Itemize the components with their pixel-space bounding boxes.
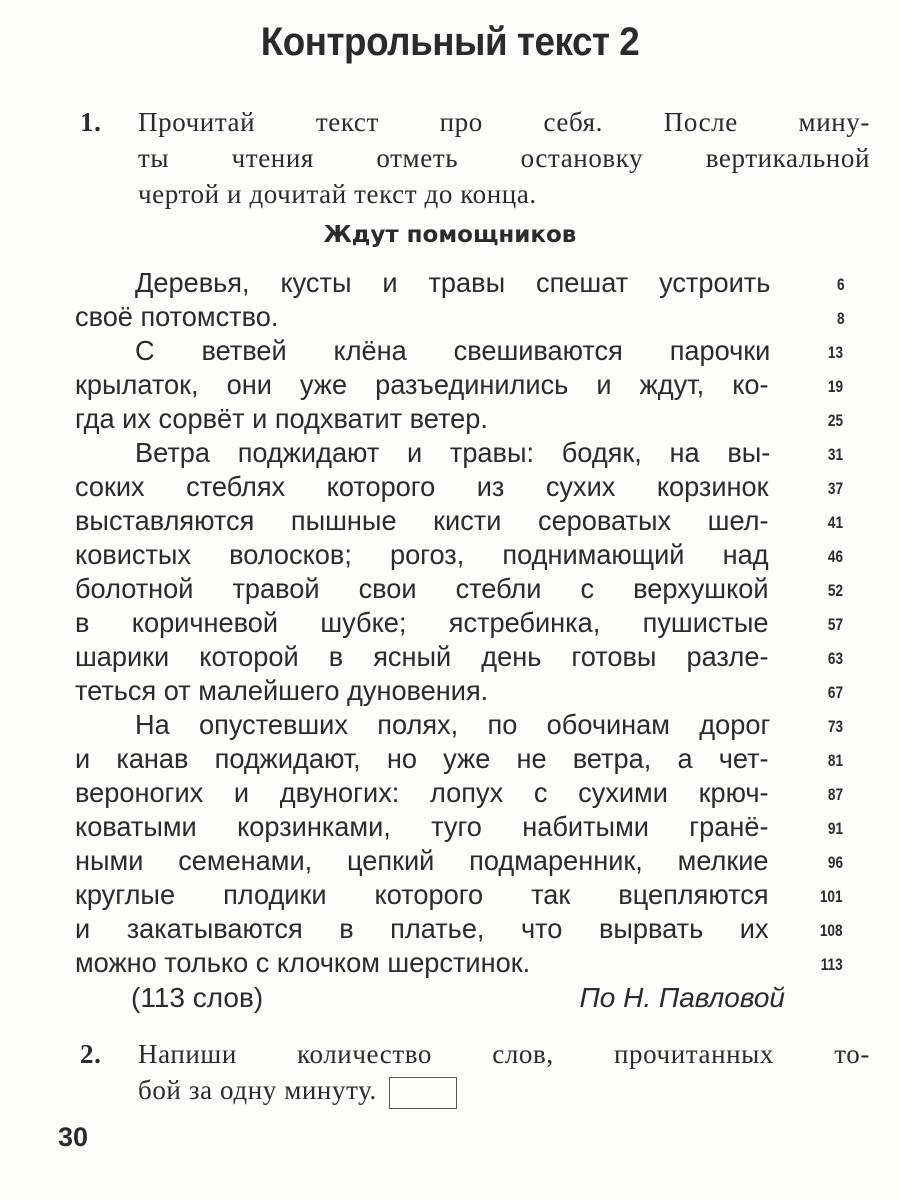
line-text: крылаток, они уже разъединились и ждут, ко-: [75, 369, 769, 400]
text-line: [75, 844, 855, 878]
line-text: в коричневой шубке; ястребинка, пушистые: [75, 607, 769, 638]
text-line: [75, 878, 855, 912]
word-count: 46: [827, 547, 844, 566]
text-line: [75, 402, 855, 436]
line-text: можно только с клочком шерстинок.: [75, 947, 531, 978]
text-line: [75, 810, 855, 844]
text-line: [75, 572, 855, 606]
text-line: [75, 674, 855, 708]
total-word-count: (113 слов): [131, 982, 264, 1013]
text-line: [75, 776, 855, 810]
line-text: Деревья, кусты и травы спешат устроить: [135, 267, 771, 298]
task-2: [80, 1036, 870, 1109]
word-count: 73: [827, 717, 844, 736]
line-text: и закатываются в платье, что вырвать их: [75, 913, 769, 944]
text-line: [75, 742, 855, 776]
word-count: 96: [827, 853, 844, 872]
word-count: 87: [827, 785, 844, 804]
word-count: 63: [827, 649, 844, 668]
text-line: [75, 504, 855, 538]
word-count: 91: [827, 819, 844, 838]
text-line: [75, 436, 855, 470]
line-text: коватыми корзинками, туго набитыми гранё-: [75, 811, 769, 842]
word-count: 31: [827, 445, 844, 464]
word-count: 25: [827, 411, 844, 430]
text-footer: [75, 982, 785, 1016]
task-1-line: ты чтения отметь остановку вертикальной: [138, 143, 870, 173]
line-text: Ветра поджидают и травы: бодяк, на вы-: [135, 437, 771, 468]
text-line: [75, 640, 855, 674]
word-count: 57: [827, 615, 844, 634]
line-text: шарики которой в ясный день готовы разле-: [75, 641, 769, 672]
word-count: 108: [819, 921, 843, 940]
line-text: теться от малейшего дуновения.: [75, 675, 489, 706]
line-text: С ветвей клёна свешиваются парочки: [135, 335, 771, 366]
word-count: 113: [820, 955, 843, 974]
text-line: [75, 606, 855, 640]
author-credit: По Н. Павловой: [579, 982, 785, 1013]
task-2-line: [138, 1072, 870, 1109]
text-line: [75, 912, 855, 946]
line-text: ными семенами, цепкий подмаренник, мелкие: [75, 845, 769, 876]
task-1-line: Прочитай текст про себя. После мину-: [138, 107, 870, 137]
answer-box[interactable]: [389, 1077, 457, 1109]
line-text: ковистых волосков; рогоз, поднимающий над: [75, 539, 769, 570]
text-line: [75, 368, 855, 402]
line-text: болотной травой свои стебли с верхушкой: [75, 573, 769, 604]
line-text: вероногих и двуногих: лопух с сухими крюч-: [75, 777, 769, 808]
line-text: круглые плодики которого так вцепляются: [75, 879, 769, 910]
text-line: [75, 708, 855, 742]
word-count: 67: [827, 683, 844, 702]
task-1: [80, 104, 870, 212]
line-text: соких стеблях которого из сухих корзинок: [75, 471, 769, 502]
text-line: [75, 266, 855, 300]
task-2-line-text: бой за одну минуту.: [138, 1075, 377, 1105]
reading-title: Ждут помощников: [323, 222, 577, 248]
text-line: [75, 300, 855, 334]
word-count: 19: [827, 377, 844, 396]
word-count: 37: [827, 479, 844, 498]
page-title: Контрольный текст 2: [260, 20, 640, 64]
word-count: 41: [827, 513, 844, 532]
text-line: [75, 538, 855, 572]
page-number: 30: [58, 1122, 89, 1152]
task-2-line: Напиши количество слов, прочитанных то-: [138, 1039, 870, 1069]
word-count: 52: [827, 581, 844, 600]
line-text: выставляются пышные кисти сероватых шел-: [75, 505, 769, 536]
task-number: 1.: [80, 107, 102, 137]
reading-text: [75, 266, 855, 980]
word-count: 13: [827, 343, 844, 362]
line-text: гда их сорвёт и подхватит ветер.: [75, 403, 488, 434]
task-number: 2.: [80, 1039, 102, 1069]
line-text: и канав поджидают, но уже не ветра, а чет-: [75, 743, 769, 774]
word-count: 101: [819, 887, 843, 906]
word-count: 6: [836, 275, 845, 294]
text-line: [75, 946, 855, 980]
line-text: На опустевших полях, по обочинам дорог: [135, 709, 771, 740]
word-count: 81: [827, 751, 844, 770]
text-line: [75, 334, 855, 368]
text-line: [75, 470, 855, 504]
line-text: своё потомство.: [75, 301, 279, 332]
word-count: 8: [836, 309, 845, 328]
task-1-line: чертой и дочитай текст до конца.: [138, 179, 537, 209]
